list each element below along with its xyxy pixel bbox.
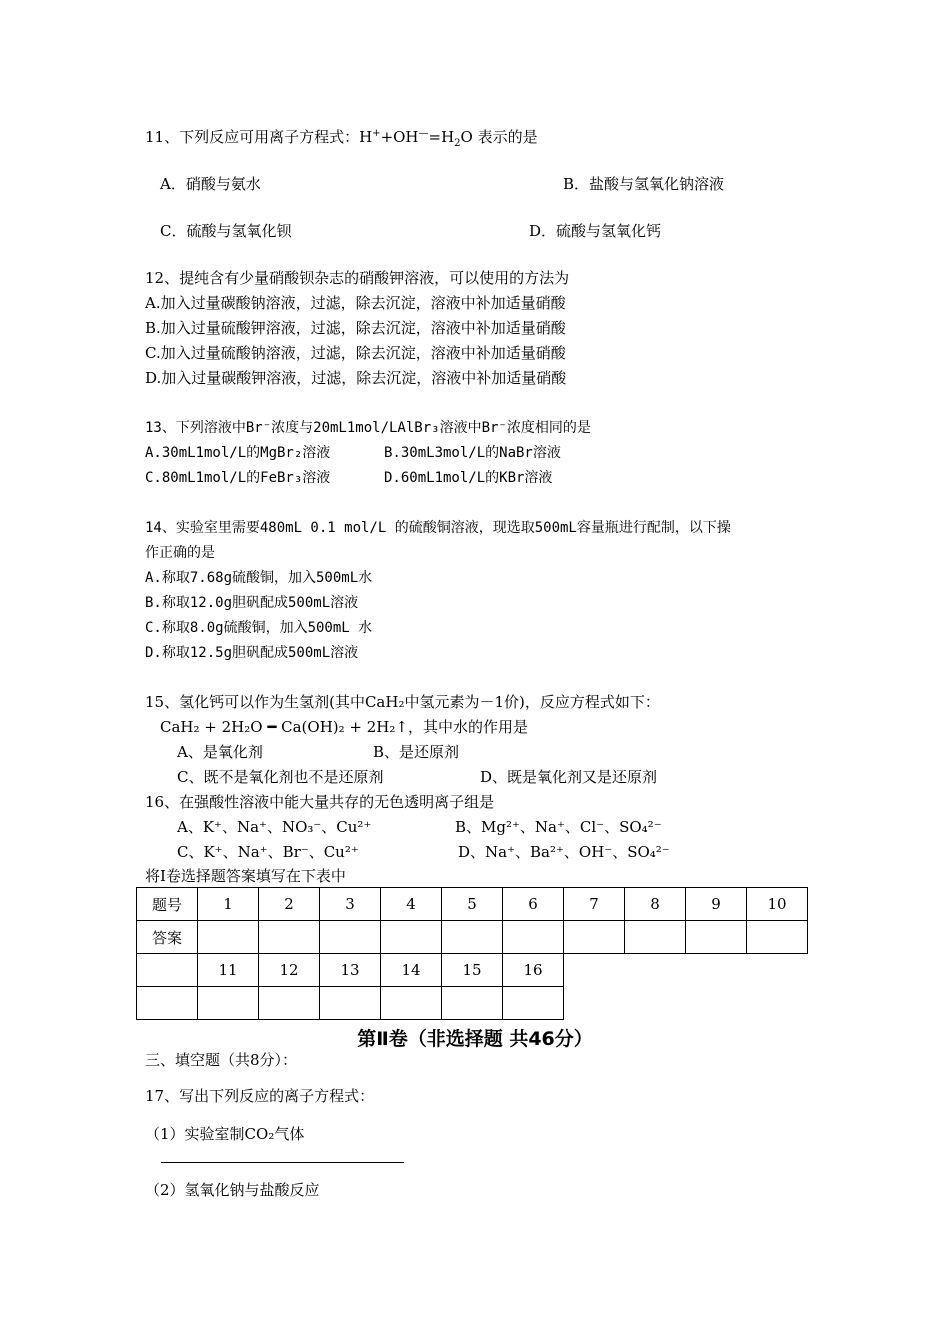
q12-option-c: C.加入过量硫酸钠溶液，过滤，除去沉淀，溶液中补加适量硝酸 [145,344,566,362]
answer-cell[interactable] [320,987,381,1020]
table-row [137,921,808,954]
answer-cell[interactable] [747,921,808,954]
answer-cell[interactable] [625,921,686,954]
answer-cell[interactable] [442,921,503,954]
q16-option-d: D、Na⁺、Ba²⁺、OH⁻、SO₄²⁻ [458,843,670,861]
answer-label-cell: 答案 [137,921,198,954]
q12-option-d: D.加入过量碳酸钾溶液，过滤，除去沉淀，溶液中补加适量硝酸 [145,369,567,387]
table-row [137,954,808,987]
q11-sup2: — [418,128,429,139]
answer-cell[interactable] [381,987,442,1020]
answer-cell[interactable] [259,987,320,1020]
table-header-cell: 13 [320,954,381,987]
q17-part-1: （1）实验室制CO₂气体 [145,1125,305,1143]
q13-stem: 13、下列溶液中Br⁻浓度与20mL1mol/LAlBr₃溶液中Br⁻浓度相同的是 [145,420,591,436]
table-header-cell: 6 [503,888,564,921]
q13-option-b: B.30mL3mol/L的NaBr溶液 [384,445,561,461]
q14-option-d: D.称取12.5g胆矾配成500mL溶液 [145,645,359,661]
q14-option-c: C.称取8.0g硫酸铜，加入500mL 水 [145,620,373,636]
answer-cell[interactable] [686,921,747,954]
answer-cell[interactable] [381,921,442,954]
q11-sup1: + [372,128,381,139]
table-header-cell: 4 [381,888,442,921]
q11-option-d: D．硫酸与氢氧化钙 [529,222,662,240]
q14-option-a: A.称取7.68g硫酸铜，加入500mL水 [145,570,373,586]
table-empty-space [564,987,625,1020]
q14-option-b: B.称取12.0g胆矾配成500mL溶液 [145,595,359,611]
table-row [137,888,808,921]
table-header-cell: 2 [259,888,320,921]
q13-option-a: A.30mL1mol/L的MgBr₂溶液 [145,445,331,461]
q15-option-c: C、既不是氧化剂也不是还原剂 [177,768,384,786]
q11-stem [145,127,538,147]
answer-cell[interactable] [198,921,259,954]
answer-cell[interactable] [442,987,503,1020]
table-header-cell: 14 [381,954,442,987]
q11-stem-b: +OH [380,128,419,146]
q11-option-b: B．盐酸与氢氧化钠溶液 [563,175,725,193]
table-header-cell: 12 [259,954,320,987]
q11-stem-d: O 表示的是 [460,128,538,146]
q11-option-a: A．硝酸与氨水 [160,175,261,193]
q11-option-c: C．硫酸与氢氧化钡 [160,222,292,240]
section-3-heading: 三、填空题（共8分）： [145,1051,298,1069]
answer-cell[interactable] [259,921,320,954]
q11-stem-c: =H [428,128,455,146]
q13-option-c: C.80mL1mol/L的FeBr₃溶液 [145,470,331,486]
table-header-cell: 15 [442,954,503,987]
section-2-title: 第Ⅱ卷（非选择题 共46分） [357,1028,593,1050]
table-header-cell: 3 [320,888,381,921]
answer-cell[interactable] [198,987,259,1020]
q11-sub: 2 [454,138,461,149]
q15-stem: 15、氢化钙可以作为生氢剂(其中CaH₂中氢元素为－1价)，反应方程式如下： [145,693,660,711]
answer-cell[interactable] [320,921,381,954]
q15-option-a: A、是氧化剂 [177,743,263,761]
answer-cell[interactable] [564,921,625,954]
table-header-cell: 11 [198,954,259,987]
table-header-cell: 5 [442,888,503,921]
q11-stem-a: 11、下列反应可用离子方程式：H [145,128,373,146]
answer-underline[interactable] [161,1162,404,1163]
q14-stem-line1: 14、实验室里需要480mL 0.1 mol/L 的硫酸铜溶液，现选取500mL容量瓶进行配制，以下操 [145,520,731,536]
q15-option-d: D、既是氧化剂又是还原剂 [480,768,658,786]
table-header-cell: 16 [503,954,564,987]
answer-cell[interactable] [503,987,564,1020]
table-header-cell: 7 [564,888,625,921]
q12-stem: 12、提纯含有少量硝酸钡杂志的硝酸钾溶液，可以使用的方法为 [145,269,570,287]
table-header-cell [137,954,198,987]
q17-part-2: （2）氢氧化钠与盐酸反应 [145,1181,320,1199]
q13-option-d: D.60mL1mol/L的KBr溶液 [384,470,553,486]
answer-cell[interactable] [137,987,198,1020]
q17-stem: 17、写出下列反应的离子方程式： [145,1087,375,1105]
table-header-cell: 8 [625,888,686,921]
table-row [137,987,808,1020]
q15-equation: CaH₂ + 2H₂O ━ Ca(OH)₂ + 2H₂↑，其中水的作用是 [160,718,528,736]
q15-option-b: B、是还原剂 [373,743,460,761]
q12-option-b: B.加入过量硫酸钾溶液，过滤，除去沉淀，溶液中补加适量硝酸 [145,319,566,337]
answer-cell[interactable] [503,921,564,954]
q12-option-a: A.加入过量碳酸钠溶液，过滤，除去沉淀，溶液中补加适量硝酸 [145,294,566,312]
q16-option-c: C、K⁺、Na⁺、Br⁻、Cu²⁺ [177,843,359,861]
answer-table-note: 将Ⅰ卷选择题答案填写在下表中 [145,867,346,885]
table-header-cell: 1 [198,888,259,921]
table-header-cell: 10 [747,888,808,921]
q16-option-b: B、Mg²⁺、Na⁺、Cl⁻、SO₄²⁻ [455,818,662,836]
table-header-cell: 题号 [137,888,198,921]
table-header-cell: 9 [686,888,747,921]
q16-option-a: A、K⁺、Na⁺、NO₃⁻、Cu²⁺ [177,818,372,836]
table-empty-space [564,954,625,987]
answer-table [136,887,808,1020]
q14-stem-line2: 作正确的是 [145,545,215,561]
q16-stem: 16、在强酸性溶液中能大量共存的无色透明离子组是 [145,793,495,811]
